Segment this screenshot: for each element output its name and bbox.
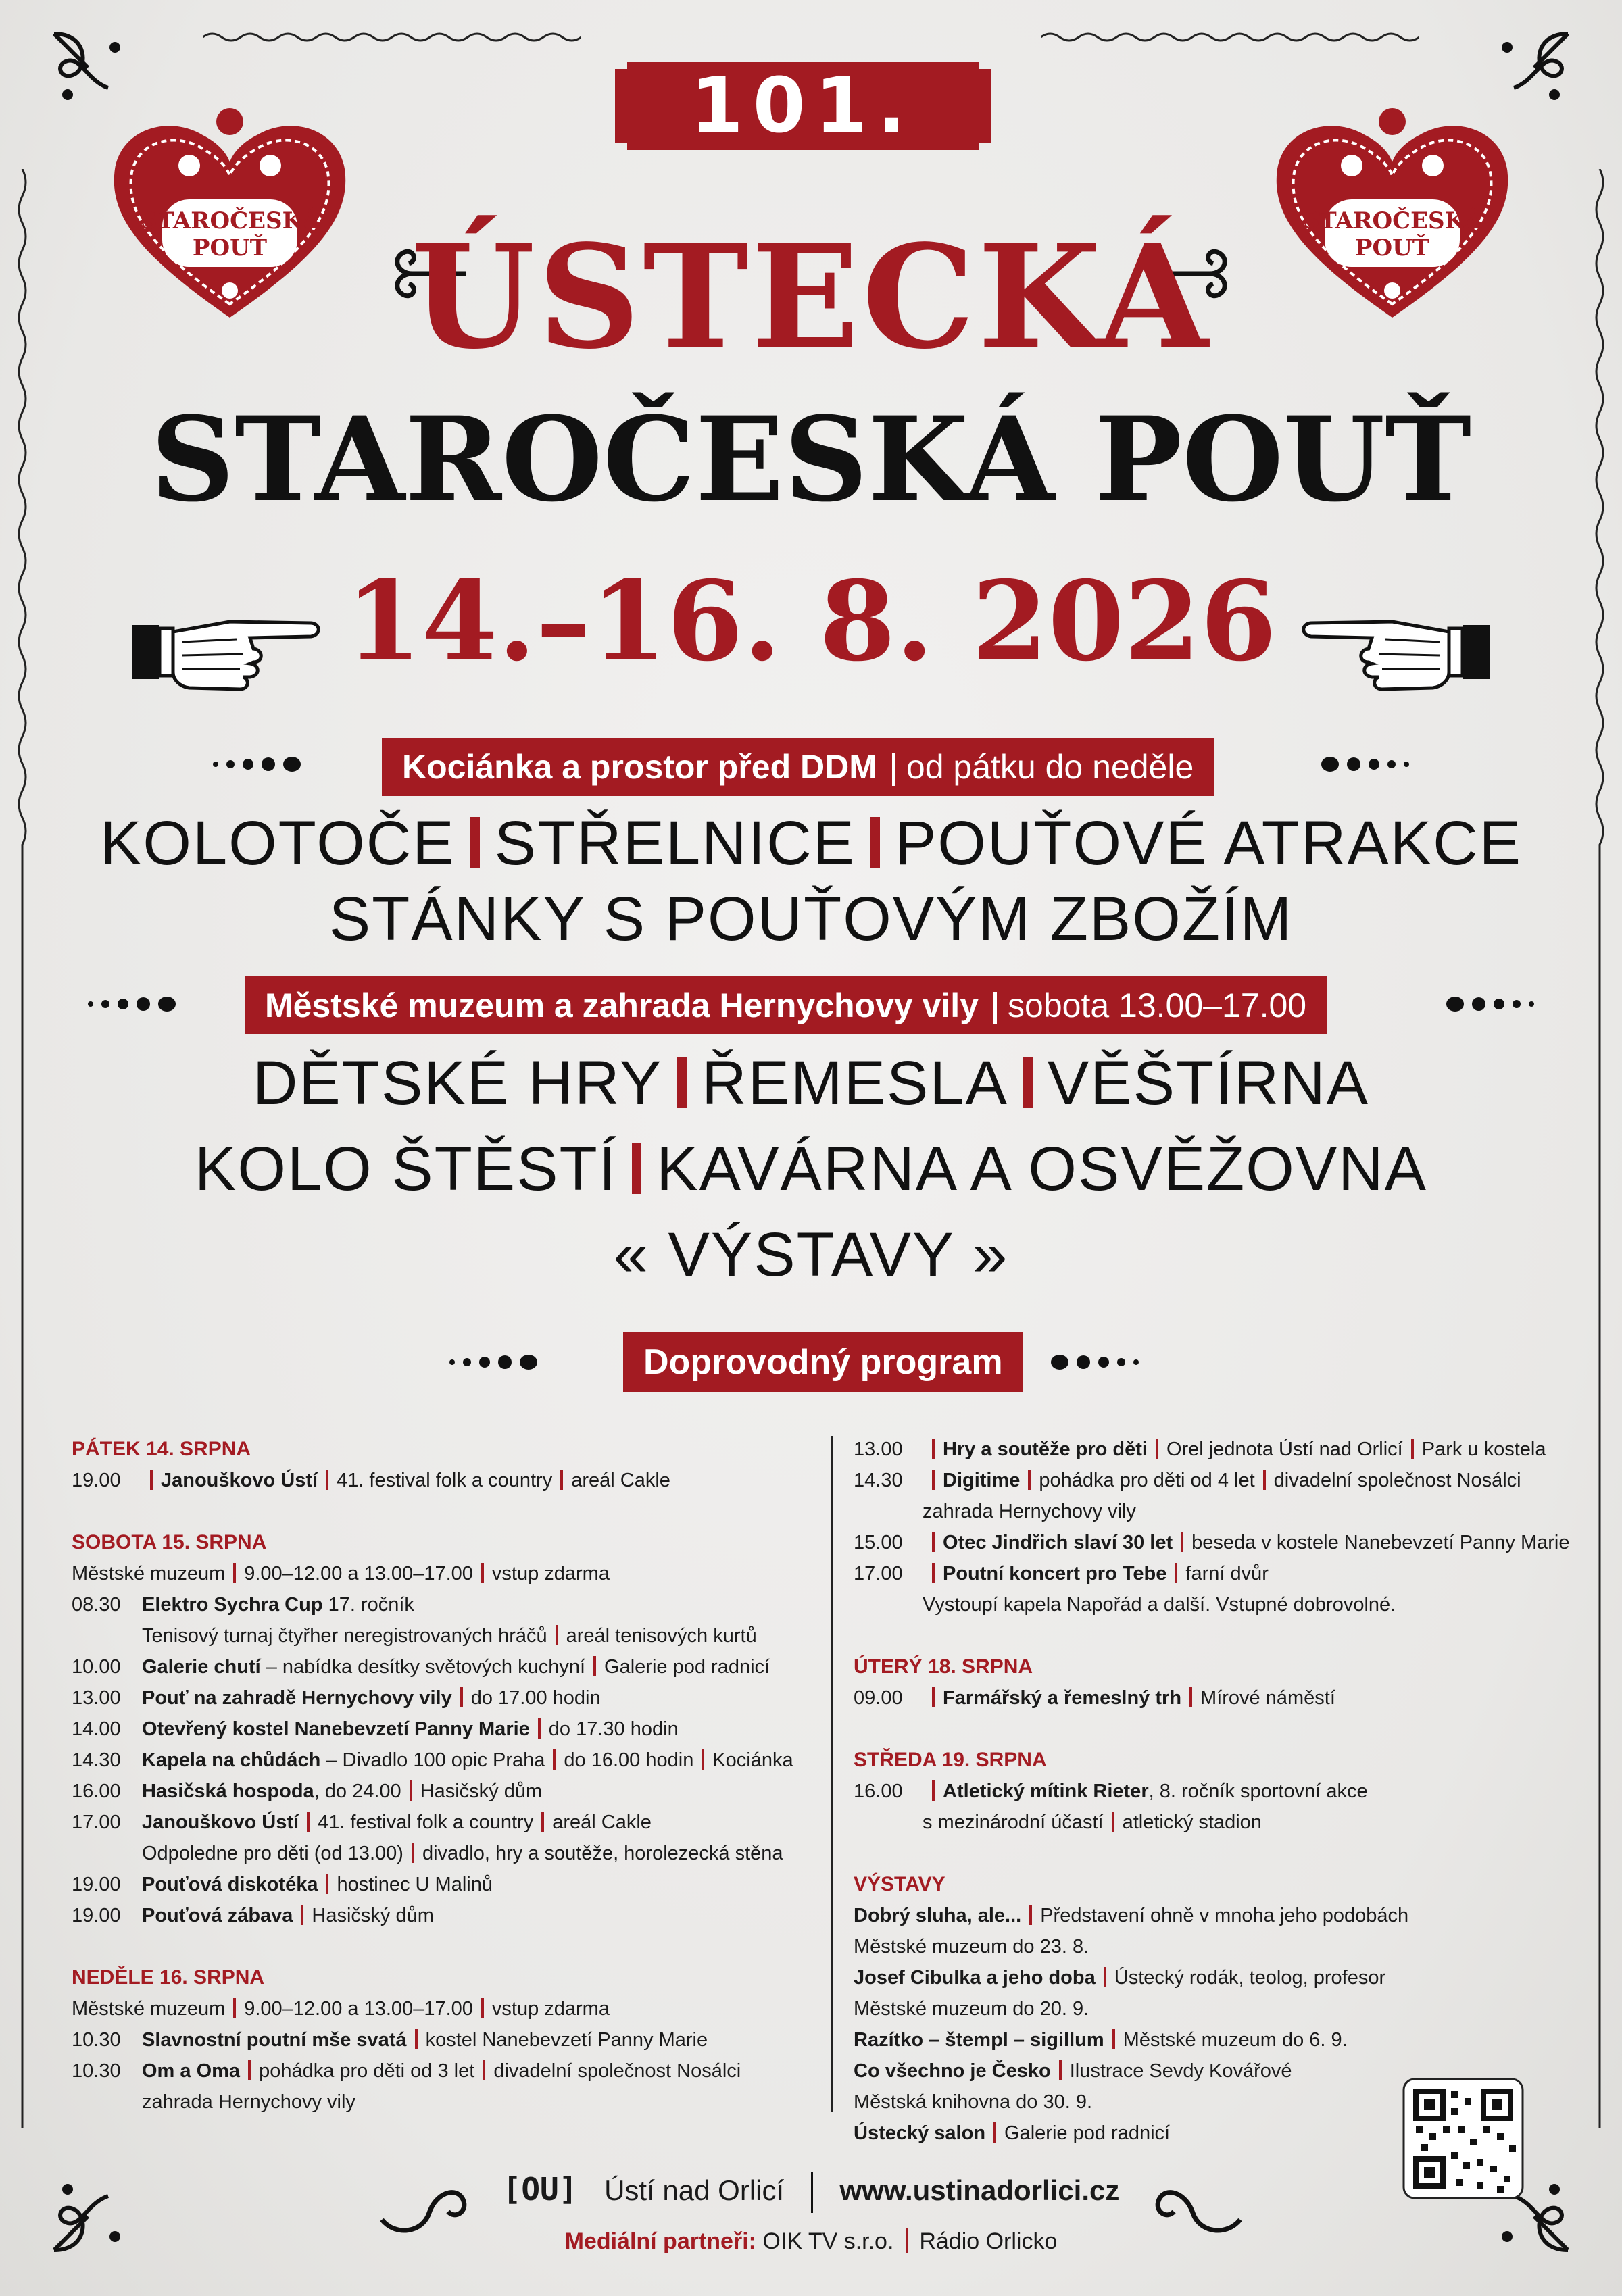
dots-ornament [449,1355,545,1375]
attraction-kids-games: DĚTSKÉ HRY [252,1049,663,1118]
partner-radio: Rádio Orlicko [919,2228,1058,2254]
program-item: 19.00 Janouškovo Ústí 41. festival folk a country areál Cakle [72,1470,670,1491]
program-right-column [854,1434,1570,2149]
pointing-hand-left-icon [1291,595,1494,696]
program-item: 15.00 Otec Jindřich slaví 30 let beseda v kostele Nanebevzetí Panny Marie [854,1532,1570,1553]
dots-ornament [213,757,309,777]
attraction-crafts: ŘEMESLA [702,1049,1008,1118]
program-item: zahrada Hernychovy vily [923,1501,1136,1522]
venue-place: Městské muzeum a zahrada Hernychovy vily [265,987,979,1024]
dots-ornament [88,997,184,1017]
attraction-wheel: KOLO ŠTĚSTÍ [195,1134,618,1203]
attraction-carousels: KOLOTOČE [100,809,456,878]
program-item: Městské muzeum 9.00–12.00 a 13.00–17.00 vstup zdarma [72,1998,610,2020]
program-item: 14.30 Digitime pohádka pro děti od 4 let divadelní společnost Nosálci [854,1470,1521,1491]
day-heading-friday: PÁTEK 14. SRPNA [72,1438,251,1460]
title-line1: ÚSTECKÁ [411,214,1211,380]
edition-badge: 101. [627,62,979,150]
attractions2-line1 [0,1043,1622,1124]
program-item: 16.00 Hasičská hospoda, do 24.00 Hasičský dům [72,1780,543,1802]
exhibition-item: Josef Cibulka a jeho doba Ústecký rodák, teolog, profesor [854,1967,1386,1989]
program-item: 16.00 Atletický mítink Rieter, 8. ročník sportovní akce [854,1780,1368,1802]
heart-text-line1: STAROČESKÁ [1302,207,1482,234]
title-line2: STAROČESKÁ POUŤ [150,391,1472,528]
exhibition-item-location: Městská knihovna do 30. 9. [854,2091,1093,2113]
program-item: zahrada Hernychovy vily [142,2091,355,2113]
venue-banner-museum [245,976,1327,1034]
program-item: 13.00 Hry a soutěže pro děti Orel jednota Ústí nad Orlicí Park u kostela [854,1439,1546,1460]
venue-place: Kociánka a prostor před DDM [402,748,877,786]
program-item: 10.00 Galerie chutí – nabídka desítky světových kuchyní Galerie pod radnicí [72,1656,770,1678]
heart-text-line2: POUŤ [1354,234,1430,261]
program-item: Vystoupí kapela Napořád a další. Vstupné dobrovolné. [923,1594,1396,1616]
program-item: 17.00 Poutní koncert pro Tebe farní dvůr [854,1563,1269,1584]
day-heading-tuesday: ÚTERÝ 18. SRPNA [854,1655,1033,1678]
website-link[interactable]: www.ustinadorlici.cz [839,2174,1120,2206]
program-item: 10.30 Om a Oma pohádka pro děti od 3 let divadelní společnost Nosálci [72,2060,741,2082]
attractions2-line3: « VÝSTAVY » [613,1220,1009,1289]
attractions-line2: STÁNKY S POUŤOVÝM ZBOŽÍM [328,884,1294,953]
program-item: 09.00 Farmářský a řemeslný trh Mírové náměstí [854,1687,1335,1709]
program-item: 10.30 Slavnostní poutní mše svatá kostel Nanebevzetí Panny Marie [72,2029,708,2051]
program-item: 19.00 Pouťová zábava Hasičský dům [72,1905,434,1926]
top-left-wave [203,27,581,47]
program-item: s mezinárodní účastí atletický stadion [923,1812,1262,1833]
dots-ornament [1051,1355,1147,1375]
top-right-wave [1041,27,1419,47]
day-heading-wednesday: STŘEDA 19. SRPNA [854,1749,1047,1771]
day-heading-sunday: NEDĚLE 16. SRPNA [72,1966,265,1989]
exhibition-item: Ústecký salon Galerie pod radnicí [854,2122,1171,2144]
attractions2-line2 [0,1128,1622,1209]
town-name: Ústí nad Orlicí [604,2174,785,2206]
footer-town [0,2169,1622,2213]
town-logo: [OU] [502,2171,578,2207]
partners-label: Mediální partneři: [564,2228,756,2254]
program-item: 17.00 Janouškovo Ústí 41. festival folk a country areál Cakle [72,1812,652,1833]
program-item: Odpoledne pro děti (od 13.00) divadlo, hry a soutěže, horolezecká stěna [142,1843,783,1864]
program-item: 13.00 Pouť na zahradě Hernychovy vily do 17.00 hodin [72,1687,601,1709]
heart-text-line2: POUŤ [192,234,268,261]
day-heading-saturday: SOBOTA 15. SRPNA [72,1531,267,1553]
partner-oiktv: OIK TV s.r.o. [762,2228,894,2254]
exhibition-item-location: Městské muzeum do 20. 9. [854,1998,1089,2020]
exhibition-item-location: Městské muzeum do 23. 8. [854,1936,1089,1957]
program-item: 14.00 Otevřený kostel Nanebevzetí Panny Marie do 17.30 hodin [72,1718,679,1740]
program-heading: Doprovodný program [623,1332,1023,1392]
footer-partners [0,2224,1622,2258]
program-item: Městské muzeum 9.00–12.00 a 13.00–17.00 vstup zdarma [72,1563,610,1584]
exhibition-item: Dobrý sluha, ale... Představení ohně v mnoha jeho podobách [854,1905,1409,1926]
program-item: 14.30 Kapela na chůdách – Divadlo 100 opic Praha do 16.00 hodin Kociánka [72,1749,793,1771]
exhibition-item: Co všechno je Česko Ilustrace Sevdy Kovářové [854,2060,1292,2082]
program-left-column [72,1434,815,2118]
program-item: 19.00 Pouťová diskotéka hostinec U Malinů [72,1874,493,1895]
event-dates: 14.–16. 8. 2026 [345,557,1277,686]
exhibitions-heading: VÝSTAVY [854,1873,945,1895]
program-item: Tenisový turnaj čtyřher neregistrovaných hráčů areál tenisových kurtů [142,1625,757,1647]
heart-text-line1: STAROČESKÁ [140,207,320,234]
dots-ornament [1321,757,1417,777]
venue-banner-kocianka [382,738,1214,796]
program-item: 08.30 Elektro Sychra Cup 17. ročník [72,1594,414,1616]
attractions-line1 [0,803,1622,884]
exhibition-item: Razítko – štempl – sigillum Městské muzeum do 6. 9. [854,2029,1348,2051]
attraction-shooting: STŘELNICE [494,809,856,878]
venue-time: sobota 13.00–17.00 [1008,987,1307,1024]
column-divider [831,1436,833,2112]
venue-time: od pátku do neděle [906,748,1194,786]
dots-ornament [1446,997,1542,1017]
attraction-fortune-teller: VĚŠTÍRNA [1047,1049,1370,1118]
attraction-cafe: KAVÁRNA A OSVĚŽOVNA [656,1134,1427,1203]
attraction-rides: POUŤOVÉ ATRAKCE [894,809,1522,878]
pointing-hand-right-icon [128,595,331,696]
